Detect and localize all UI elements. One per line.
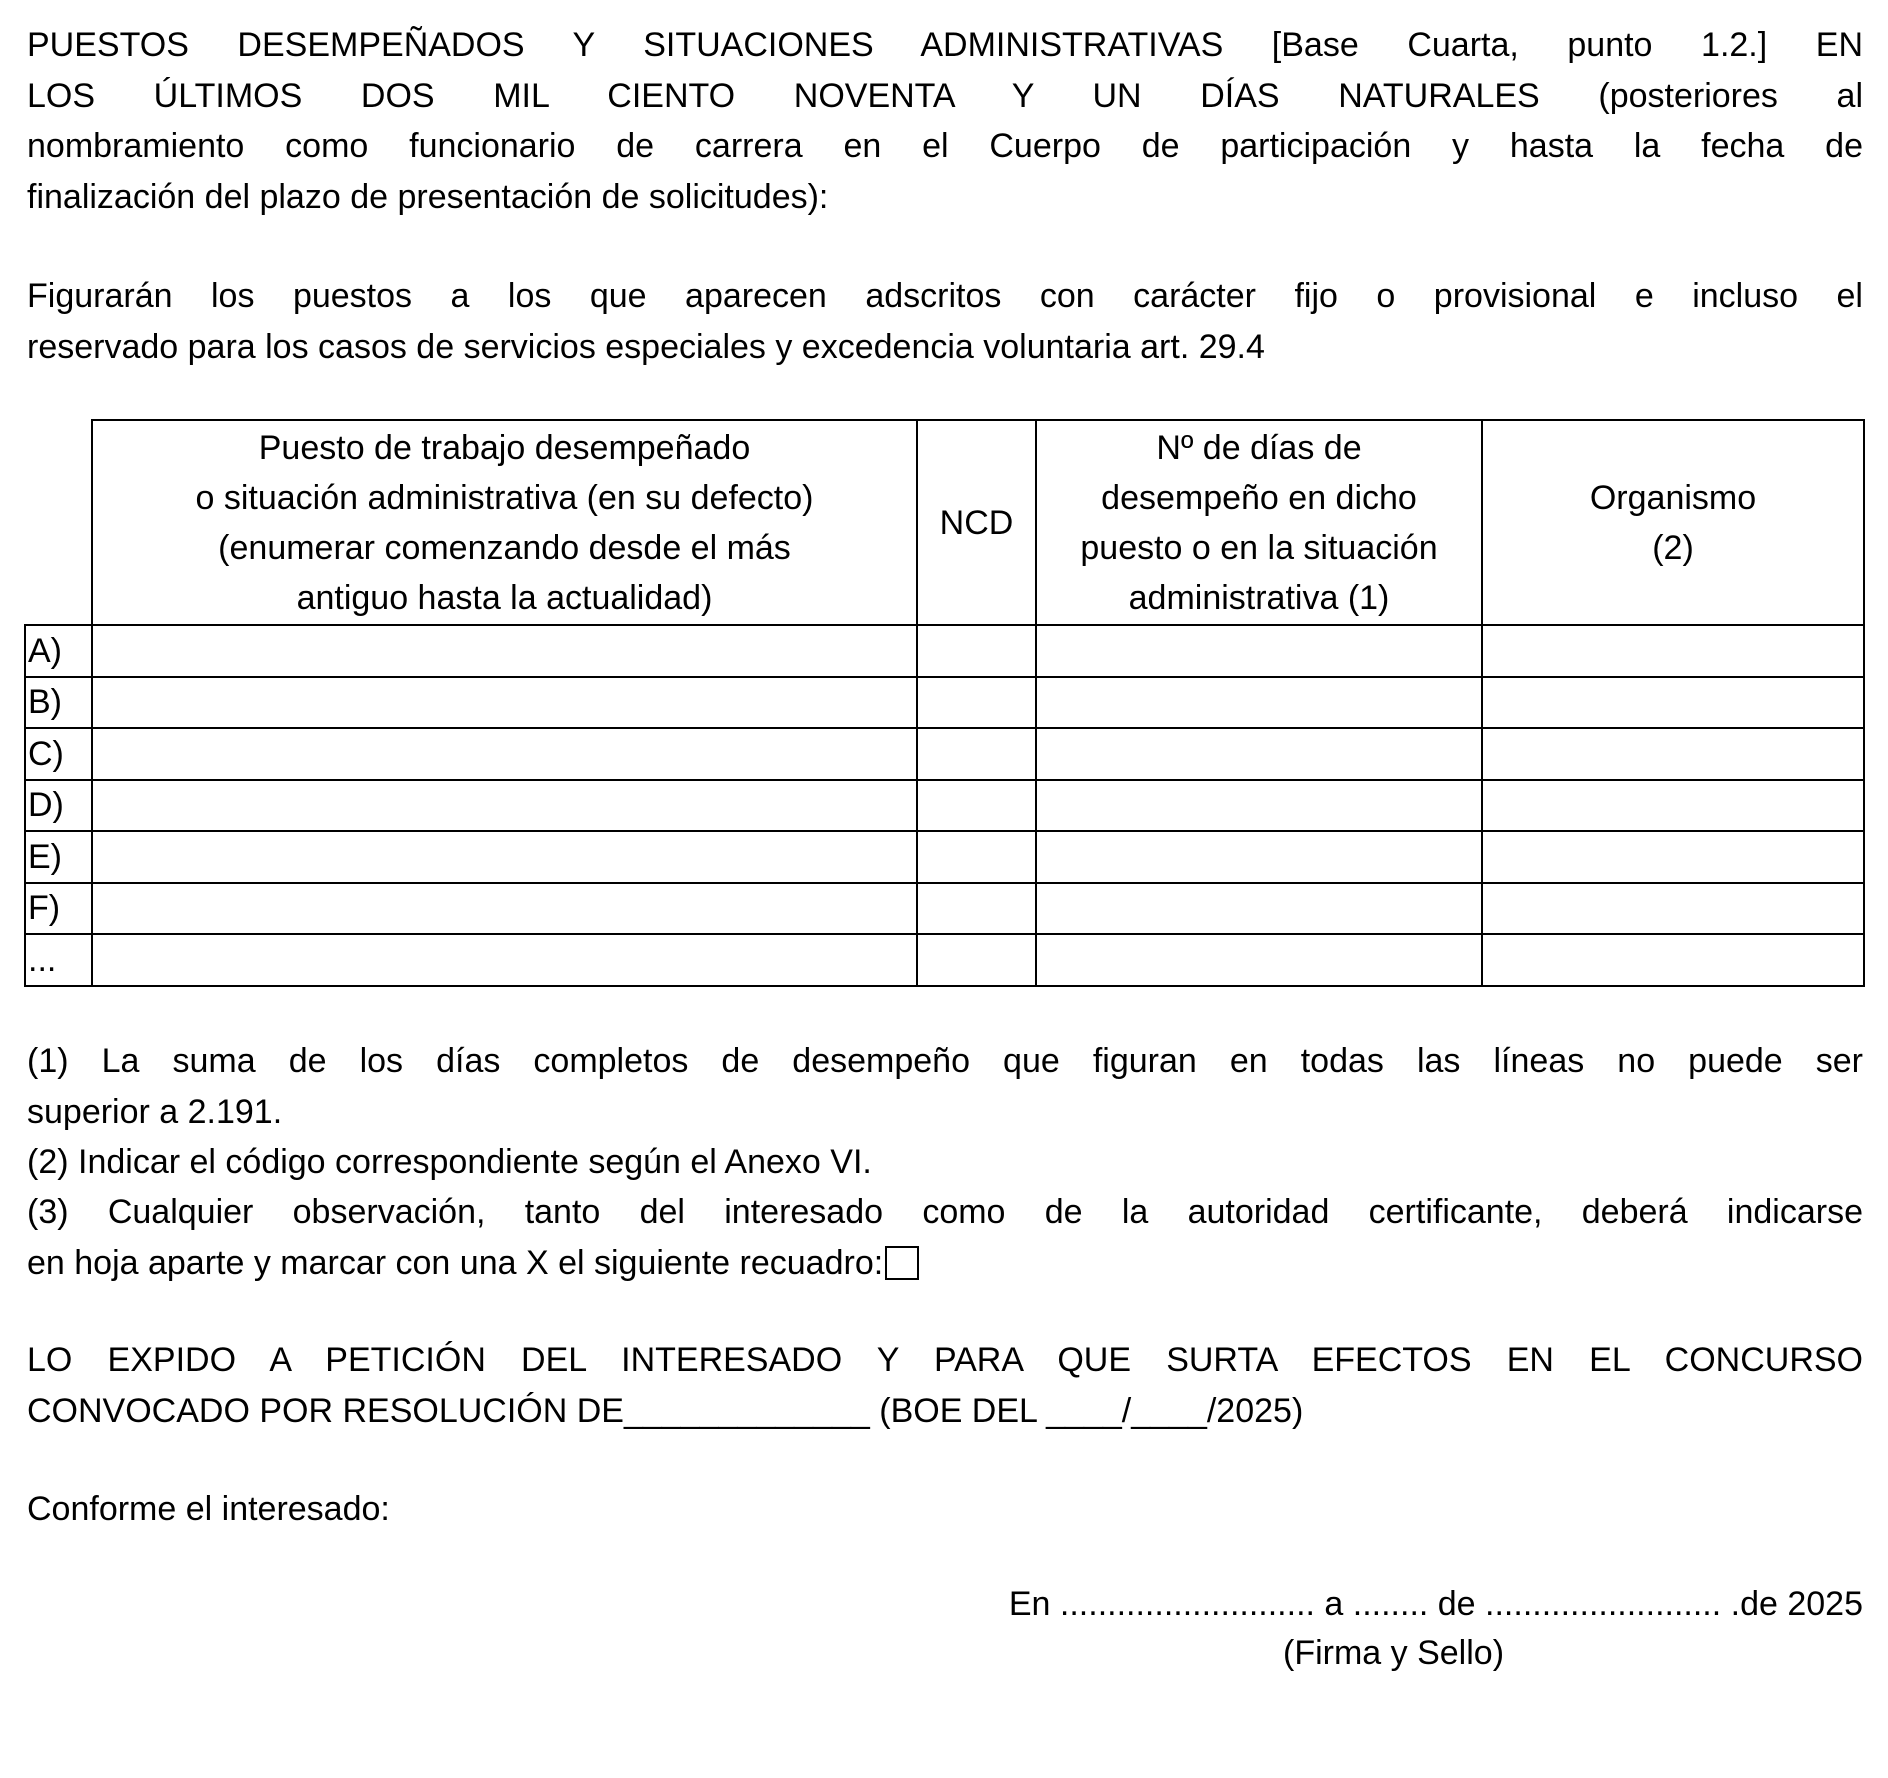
intro-line: reservado para los casos de servicios especiales y excedencia voluntaria art. 29.4: [27, 327, 1265, 366]
row-label: B): [25, 677, 92, 729]
cell-puesto[interactable]: [92, 831, 917, 883]
cell-ncd[interactable]: [917, 677, 1036, 729]
cell-dias[interactable]: [1036, 728, 1482, 780]
row-label: A): [25, 625, 92, 677]
cell-ncd[interactable]: [917, 831, 1036, 883]
header-ncd: [917, 420, 1036, 625]
cell-organismo[interactable]: [1482, 728, 1864, 780]
cell-organismo[interactable]: [1482, 677, 1864, 729]
conforme-text: Conforme el interesado:: [27, 1490, 390, 1528]
note-line: (1) La suma de los días completos de desempeño que figuran en todas las líneas no puede ser: [27, 1042, 1863, 1080]
heading-line: PUESTOS DESEMPEÑADOS Y SITUACIONES ADMINISTRATIVAS [Base Cuarta, punto 1.2.] EN: [27, 26, 1863, 64]
table-row: [25, 728, 1864, 780]
heading-line: nombramiento como funcionario de carrera en el Cuerpo de participación y hasta la fecha de: [27, 127, 1863, 165]
cell-puesto[interactable]: [92, 934, 917, 986]
table-row: [25, 780, 1864, 832]
place-date-line: En ........................... a ........ de ......................... .de 2025: [1008, 1585, 1863, 1623]
header-organismo: [1482, 420, 1864, 625]
intro-paragraph: [27, 271, 1863, 372]
row-label: ...: [25, 934, 92, 986]
header-line: puesto o en la situación: [1080, 528, 1438, 567]
table-header-row: [25, 420, 1864, 625]
header-line: Nº de días de: [1156, 428, 1362, 467]
cell-ncd[interactable]: [917, 625, 1036, 677]
cell-puesto[interactable]: [92, 625, 917, 677]
cell-ncd[interactable]: [917, 934, 1036, 986]
header-line: NCD: [939, 503, 1014, 542]
cell-organismo[interactable]: [1482, 883, 1864, 935]
observation-checkbox[interactable]: [885, 1246, 919, 1280]
note-3: [27, 1187, 1863, 1288]
header-blank: [25, 420, 92, 625]
cell-ncd[interactable]: [917, 728, 1036, 780]
expido-line: LO EXPIDO A PETICIÓN DEL INTERESADO Y PARA QUE SURTA EFECTOS EN EL CONCURSO: [27, 1341, 1863, 1379]
cell-organismo[interactable]: [1482, 625, 1864, 677]
header-puesto: [92, 420, 917, 625]
note-line: (3) Cualquier observación, tanto del interesado como de la autoridad certificante, deberá indicarse: [27, 1193, 1863, 1231]
header-line: (2): [1652, 528, 1694, 567]
heading-line: LOS ÚLTIMOS DOS MIL CIENTO NOVENTA Y UN DÍAS NATURALES (posteriores al: [27, 76, 1863, 115]
table-row: [25, 934, 1864, 986]
row-label: F): [25, 883, 92, 935]
note-line: [27, 1238, 1863, 1289]
expido-paragraph: [27, 1335, 1863, 1436]
heading: [27, 20, 1863, 222]
cell-dias[interactable]: [1036, 883, 1482, 935]
cell-organismo[interactable]: [1482, 934, 1864, 986]
header-line: Organismo: [1589, 478, 1757, 517]
table-row: [25, 831, 1864, 883]
heading-line: finalización del plazo de presentación de solicitudes):: [27, 177, 829, 216]
header-line: antiguo hasta la actualidad): [296, 578, 713, 617]
cell-dias[interactable]: [1036, 780, 1482, 832]
cell-ncd[interactable]: [917, 883, 1036, 935]
table-row: [25, 883, 1864, 935]
row-label: E): [25, 831, 92, 883]
note-text: en hoja aparte y marcar con una X el siguiente recuadro:: [27, 1243, 884, 1282]
cell-organismo[interactable]: [1482, 780, 1864, 832]
positions-table: [24, 419, 1865, 987]
cell-puesto[interactable]: [92, 780, 917, 832]
header-line: administrativa (1): [1128, 578, 1390, 617]
table-row: [25, 625, 1864, 677]
header-line: Puesto de trabajo desempeñado: [258, 428, 751, 467]
cell-organismo[interactable]: [1482, 831, 1864, 883]
note-line: (2) Indicar el código correspondiente según el Anexo VI.: [27, 1143, 872, 1181]
header-line: o situación administrativa (en su defecto): [195, 478, 814, 517]
header-line: desempeño en dicho: [1101, 478, 1417, 517]
conforme: [27, 1484, 1863, 1535]
signature-label: (Firma y Sello): [1283, 1634, 1505, 1672]
intro-line: Figurarán los puestos a los que aparecen adscritos con carácter fijo o provisional e incluso el: [27, 277, 1863, 315]
cell-dias[interactable]: [1036, 625, 1482, 677]
cell-dias[interactable]: [1036, 934, 1482, 986]
expido-line: CONVOCADO POR RESOLUCIÓN DE_____________ (BOE DEL ____/____/2025): [27, 1391, 1304, 1430]
table-row: [25, 677, 1864, 729]
header-dias: [1036, 420, 1482, 625]
header-line: (enumerar comenzando desde el más: [218, 528, 791, 567]
cell-puesto[interactable]: [92, 677, 917, 729]
row-label: D): [25, 780, 92, 832]
cell-puesto[interactable]: [92, 883, 917, 935]
cell-puesto[interactable]: [92, 728, 917, 780]
cell-dias[interactable]: [1036, 677, 1482, 729]
note-1: [27, 1036, 1863, 1137]
cell-ncd[interactable]: [917, 780, 1036, 832]
cell-dias[interactable]: [1036, 831, 1482, 883]
row-label: C): [25, 728, 92, 780]
note-line: superior a 2.191.: [27, 1092, 283, 1131]
note-2: [27, 1137, 1863, 1188]
